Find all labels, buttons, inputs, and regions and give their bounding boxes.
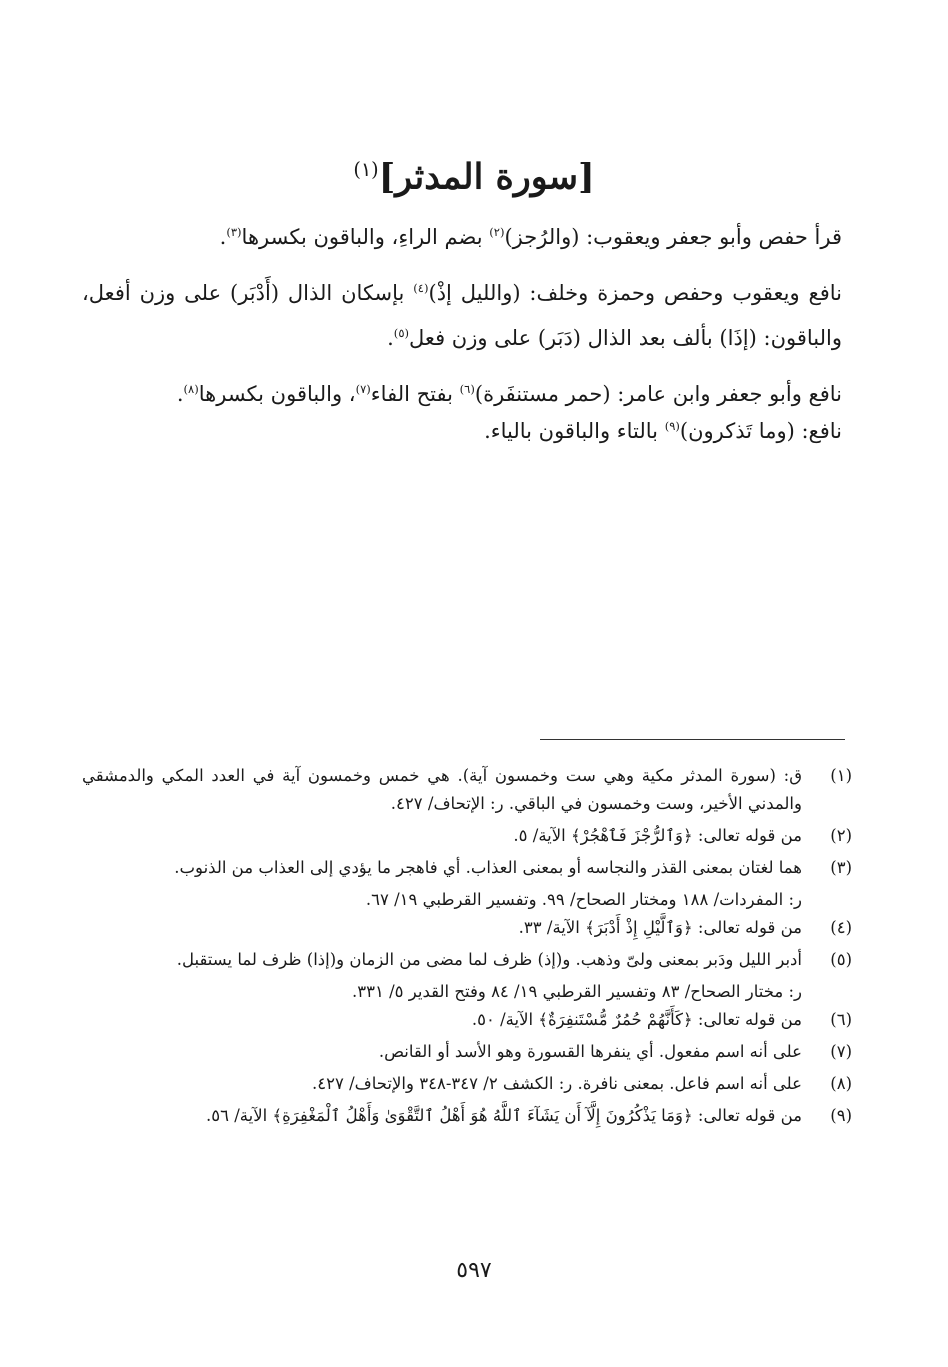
paragraph-4: نافع: (وما تَذكرون)$^{(٩)}$ بالتاء والباقون بالياء. <box>484 419 842 443</box>
footnote-6 <box>82 1006 852 1034</box>
footnote-3 <box>82 854 852 882</box>
paragraph-2: نافع ويعقوب وحفص وحمزة وخلف: (والليل إذْ)$^{(٤)}$ بإسكان الذال (أَدْبَر) على وزن أفعل، والباقون: (إذَا) بألف بعد الذال (دَبَر) على وزن فعل$^{(٥)}$. <box>82 281 842 350</box>
footnote-number: (٨) <box>830 1074 852 1093</box>
footnote-8 <box>82 1070 852 1098</box>
footnote-number: (٣) <box>830 858 852 877</box>
footnote-4 <box>82 914 852 942</box>
footnote-divider <box>540 739 845 740</box>
footnote-1 <box>82 762 852 818</box>
footnote-7 <box>82 1038 852 1066</box>
footnote-number: (٤) <box>830 918 852 937</box>
footnote-3-reference: ر: المفردات/ ١٨٨ ومختار الصحاح/ ٩٩. وتفسير القرطبي ١٩/ ٦٧. <box>365 890 802 909</box>
footnote-9 <box>82 1102 852 1130</box>
footnote-ref: (٥) <box>393 326 410 340</box>
footnote-text: من قوله تعالى: ﴿وَمَا يَذْكُرُونَ إِلَّآ أَن يَشَآءَ ٱللَّهُ هُوَ أَهْلُ ٱلتَّقْوَىٰ وَأَهْلُ ٱلْمَغْفِرَةِ﴾ الآية/ ٥٦. <box>205 1106 802 1125</box>
surah-title-text: [سورة المدثر] <box>378 156 595 198</box>
footnote-ref: (٤) <box>413 281 429 295</box>
footnote-text: من قوله تعالى: ﴿وَٱلرُّجْزَ فَٱهْجُرْ﴾ الآية/ ٥. <box>513 826 802 845</box>
footnote-ref: (٨) <box>183 382 199 396</box>
footnote-text: ق: (سورة المدثر مكية وهي ست وخمسون آية). هي خمس وخمسون آية في العدد المكي والدمشقي والمدني الأخير، وست وخمسون في الباقي. ر: الإتحاف/ ٤٢٧. <box>82 766 802 813</box>
footnote-text: من قوله تعالى: ﴿وَٱلَّيْلِ إِذْ أَدْبَرَ﴾ الآية/ ٣٣. <box>518 918 802 937</box>
footnote-text: هما لغتان بمعنى القذر والنجاسه أو بمعنى العذاب. أي فاهجر ما يؤدي إلى العذاب من الذنوب. <box>174 858 802 877</box>
footnote-ref: (٢) <box>489 225 505 239</box>
footnote-text: من قوله تعالى: ﴿كَأَنَّهُمْ حُمُرٌ مُّسْتَنفِرَةٌ﴾ الآية/ ٥٠. <box>471 1010 802 1029</box>
footnote-number: (٧) <box>830 1042 852 1061</box>
footnote-5-reference: ر: مختار الصحاح/ ٨٣ وتفسير القرطبي ١٩/ ٨٤ وفتح القدير ٥/ ٣٣١. <box>351 982 802 1001</box>
footnote-ref: (٩) <box>664 419 680 433</box>
footnote-ref: (٦) <box>459 382 475 396</box>
footnote-ref: (٧) <box>355 382 371 396</box>
surah-title <box>0 140 948 208</box>
footnotes <box>82 762 852 1134</box>
footnote-number: (٢) <box>830 826 852 845</box>
footnote-text: أدبر الليل ودَبر بمعنى ولىّ وذهب. و(إذ) ظرف لما مضى من الزمان و(إذا) ظرف لما يستقبل. <box>176 950 802 969</box>
paragraph-1: قرأ حفص وأبو جعفر ويعقوب: (والرُجز)$^{(٢)}$ بضم الراءِ، والباقون بكسرها$^{(٣)}$. <box>219 225 842 249</box>
footnote-number: (٩) <box>830 1106 852 1125</box>
footnote-number: (١) <box>830 766 852 785</box>
footnote-number: (٦) <box>830 1010 852 1029</box>
page-number: ٥٩٧ <box>456 1258 492 1283</box>
footnote-2 <box>82 822 852 850</box>
paragraph-3: نافع وأبو جعفر وابن عامر: (حمر مستنفَرة)$^{(٦)}$ بفتح الفاء$^{(٧)}$، والباقون بكسرها$^{(٨)}$. <box>176 382 842 406</box>
footnote-5 <box>82 946 852 974</box>
footnote-number: (٥) <box>830 950 852 969</box>
footnote-text: على أنه اسم مفعول. أي ينفرها القسورة وهو الأسد أو القانص. <box>378 1042 802 1061</box>
footnote-ref: (٣) <box>226 225 242 239</box>
title-footnote-ref: (١) <box>353 158 379 181</box>
footnote-text: على أنه اسم فاعل. بمعنى نافرة. ر: الكشف ٢/ ٣٤٧-٣٤٨ والإتحاف/ ٤٢٧. <box>312 1074 802 1093</box>
